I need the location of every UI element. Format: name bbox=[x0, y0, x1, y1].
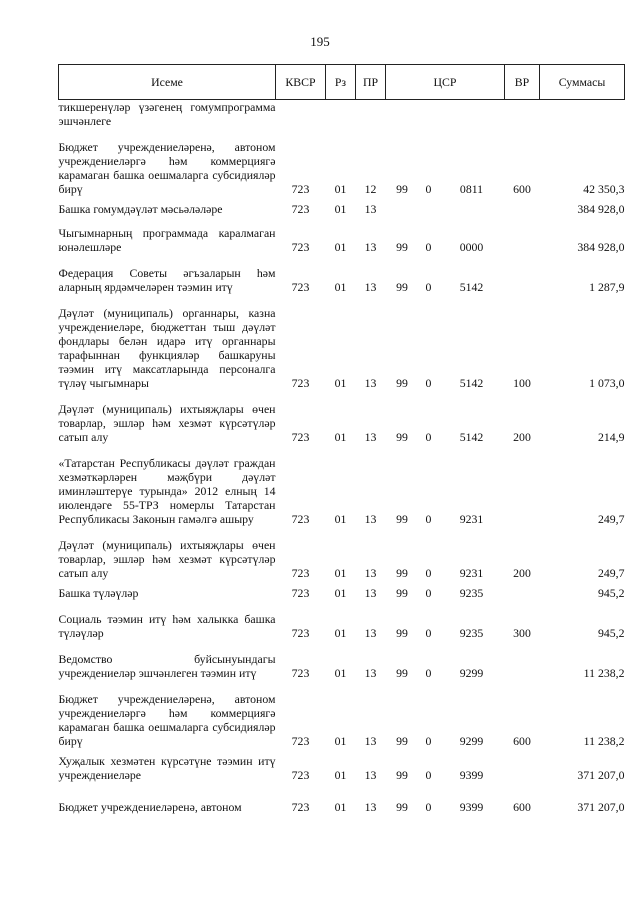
row-pr: 13 bbox=[364, 430, 377, 444]
row-name: Бюджет учреждениеләренә, автоном учреждениеләргә һәм коммерциягә карамаган башка оешмаларга субсидияләр бирү bbox=[58, 140, 276, 196]
row-csr-program: 99 bbox=[396, 240, 408, 254]
row-kvsr: 723 bbox=[291, 734, 310, 748]
row-name: Дәүләт (муниципаль) ихтыяҗлары өчен товарлар, эшләр һәм хезмәт күрсәтүләр сатып алу bbox=[58, 402, 276, 444]
row-csr-sub: 0 bbox=[425, 666, 432, 680]
row-rz bbox=[326, 100, 356, 129]
row-name: тикшеренүләр үзәгенең гомумпрограмма эшчәнлеге bbox=[58, 100, 276, 128]
row-csr-program bbox=[386, 202, 419, 216]
table-row bbox=[59, 612, 625, 640]
table-row bbox=[59, 456, 625, 526]
row-csr-program: 99 bbox=[396, 768, 408, 782]
table-row bbox=[59, 586, 625, 600]
table-row bbox=[59, 266, 625, 294]
row-csr-code: 9399 bbox=[459, 800, 484, 814]
row-pr: 13 bbox=[364, 512, 377, 526]
row-rz: 01 bbox=[334, 586, 347, 600]
row-name: Хуҗалык хезмәтен күрсәтүне тәэмин итү учреждениеләре bbox=[58, 754, 276, 782]
row-vr bbox=[505, 652, 540, 680]
table-row bbox=[59, 538, 625, 580]
row-vr: 600 bbox=[513, 734, 531, 748]
row-rz: 01 bbox=[334, 280, 347, 294]
row-kvsr: 723 bbox=[291, 376, 310, 390]
row-vr: 600 bbox=[513, 182, 531, 196]
table-row bbox=[59, 692, 625, 748]
header-name: Исеме bbox=[59, 65, 276, 100]
row-csr-code: 5142 bbox=[459, 430, 484, 444]
row-name: Башка түләүләр bbox=[58, 586, 139, 600]
row-rz: 01 bbox=[334, 768, 347, 782]
row-csr-sub: 0 bbox=[425, 768, 432, 782]
row-kvsr: 723 bbox=[291, 666, 310, 680]
row-pr: 12 bbox=[364, 182, 377, 196]
row-rz: 01 bbox=[334, 240, 347, 254]
row-csr-code: 0811 bbox=[459, 182, 484, 196]
row-csr-sub: 0 bbox=[425, 280, 432, 294]
row-rz: 01 bbox=[334, 512, 347, 526]
row-csr-sub: 0 bbox=[425, 512, 432, 526]
row-vr bbox=[505, 456, 540, 526]
row-vr: 200 bbox=[513, 566, 531, 580]
row-vr: 600 bbox=[513, 800, 531, 814]
row-rz: 01 bbox=[334, 800, 347, 814]
row-csr-code: 0000 bbox=[459, 240, 484, 254]
row-pr: 13 bbox=[364, 734, 377, 748]
row-rz: 01 bbox=[334, 202, 347, 216]
row-pr: 13 bbox=[364, 800, 377, 814]
row-vr: 300 bbox=[513, 626, 531, 640]
table-row bbox=[59, 754, 625, 782]
row-csr-program: 99 bbox=[396, 626, 408, 640]
row-csr-sub: 0 bbox=[425, 626, 432, 640]
row-kvsr: 723 bbox=[291, 586, 310, 600]
row-csr-code: 9299 bbox=[459, 666, 484, 680]
row-pr: 13 bbox=[364, 586, 377, 600]
row-csr-sub: 0 bbox=[425, 240, 432, 254]
row-kvsr: 723 bbox=[291, 202, 310, 216]
header-vr: ВР bbox=[505, 65, 540, 100]
row-pr: 13 bbox=[364, 768, 377, 782]
row-csr-code: 5142 bbox=[459, 280, 484, 294]
row-rz: 01 bbox=[334, 734, 347, 748]
row-csr-program: 99 bbox=[396, 800, 408, 814]
row-sum bbox=[540, 100, 625, 129]
row-csr-code: 9299 bbox=[459, 734, 484, 748]
row-sum: 214,9 bbox=[597, 430, 625, 444]
row-rz: 01 bbox=[334, 182, 347, 196]
row-rz: 01 bbox=[334, 430, 347, 444]
row-csr-sub: 0 bbox=[425, 566, 432, 580]
row-csr-code: 9231 bbox=[459, 566, 484, 580]
row-csr-code: 9235 bbox=[459, 626, 484, 640]
row-sum: 249,7 bbox=[597, 566, 625, 580]
row-pr: 13 bbox=[364, 202, 377, 216]
row-vr: 200 bbox=[513, 430, 531, 444]
row-kvsr: 723 bbox=[291, 626, 310, 640]
row-csr-sub: 0 bbox=[425, 586, 432, 600]
row-sum: 249,7 bbox=[597, 512, 625, 526]
row-sum: 11 238,2 bbox=[583, 734, 625, 748]
row-name: Ведомство буйсынуындагы учреждениеләр эшчәнлеген тәэмин итү bbox=[58, 652, 276, 680]
row-sum: 384 928,0 bbox=[577, 240, 625, 254]
row-vr bbox=[505, 226, 540, 254]
row-kvsr bbox=[276, 100, 326, 129]
row-csr-program: 99 bbox=[396, 182, 408, 196]
header-csr: ЦСР bbox=[386, 65, 505, 100]
row-name: Бюджет учреждениеләренә, автоном учреждениеләргә һәм коммерциягә карамаган башка оешмаларга субсидияләр бирү bbox=[58, 692, 276, 748]
row-csr-program: 99 bbox=[396, 280, 408, 294]
row-sum: 1 073,0 bbox=[589, 376, 625, 390]
row-kvsr: 723 bbox=[291, 280, 310, 294]
row-vr bbox=[505, 754, 540, 782]
row-csr-sub: 0 bbox=[425, 182, 432, 196]
row-sum: 371 207,0 bbox=[577, 768, 625, 782]
row-kvsr: 723 bbox=[291, 182, 310, 196]
header-rz: Рз bbox=[326, 65, 356, 100]
header-kvsr: КВСР bbox=[276, 65, 326, 100]
row-kvsr: 723 bbox=[291, 768, 310, 782]
page-number: 195 bbox=[310, 34, 330, 49]
table-row bbox=[59, 226, 625, 254]
table-row bbox=[59, 800, 625, 814]
row-pr: 13 bbox=[364, 240, 377, 254]
row-vr bbox=[505, 202, 540, 216]
row-sum: 1 287,9 bbox=[589, 280, 625, 294]
row-rz: 01 bbox=[334, 626, 347, 640]
row-vr: 100 bbox=[513, 376, 531, 390]
row-csr-code: 9235 bbox=[459, 586, 484, 600]
row-kvsr: 723 bbox=[291, 566, 310, 580]
row-csr-sub: 0 bbox=[425, 376, 432, 390]
row-csr-sub: 0 bbox=[425, 430, 432, 444]
row-name: Дәүләт (муниципаль) органнары, казна учреждениеләре, бюджеттан тыш дәүләт фондлары белән идарә итү органнары тарафыннан функцияләр башкаруны тәэмин итү максатларында персоналга түләү чыгымнары bbox=[58, 306, 276, 390]
row-pr: 13 bbox=[364, 666, 377, 680]
row-csr-code: 9399 bbox=[459, 768, 484, 782]
row-csr-code bbox=[439, 202, 505, 216]
table-header bbox=[59, 65, 625, 100]
budget-table bbox=[58, 64, 625, 814]
row-pr: 13 bbox=[364, 280, 377, 294]
row-kvsr: 723 bbox=[291, 800, 310, 814]
row-kvsr: 723 bbox=[291, 430, 310, 444]
row-csr-sub bbox=[419, 100, 439, 129]
row-vr bbox=[505, 266, 540, 294]
row-csr-code bbox=[439, 100, 505, 129]
row-pr: 13 bbox=[364, 376, 377, 390]
header-sum: Суммасы bbox=[540, 65, 625, 100]
row-name: Бюджет учреждениеләренә, автоном bbox=[58, 800, 242, 814]
row-csr-program: 99 bbox=[396, 376, 408, 390]
row-csr-program: 99 bbox=[396, 566, 408, 580]
table-row bbox=[59, 652, 625, 680]
row-pr: 13 bbox=[364, 626, 377, 640]
row-sum: 11 238,2 bbox=[583, 666, 625, 680]
row-sum: 42 350,3 bbox=[583, 182, 625, 196]
row-csr-program: 99 bbox=[396, 512, 408, 526]
row-pr bbox=[356, 100, 386, 129]
row-rz: 01 bbox=[334, 666, 347, 680]
row-csr-program: 99 bbox=[396, 586, 408, 600]
row-kvsr: 723 bbox=[291, 240, 310, 254]
header-pr: ПР bbox=[356, 65, 386, 100]
row-vr bbox=[505, 586, 540, 600]
table-row bbox=[59, 202, 625, 216]
row-sum: 945,2 bbox=[597, 626, 625, 640]
row-csr-program: 99 bbox=[396, 666, 408, 680]
row-csr-code: 9231 bbox=[459, 512, 484, 526]
table-row bbox=[59, 140, 625, 196]
row-pr: 13 bbox=[364, 566, 377, 580]
table-row bbox=[59, 100, 625, 129]
row-csr-code: 5142 bbox=[459, 376, 484, 390]
row-csr-sub bbox=[419, 202, 439, 216]
row-csr-sub: 0 bbox=[425, 734, 432, 748]
row-name: Чыгымнарның программада каралмаган юнәлешләре bbox=[58, 226, 276, 254]
row-kvsr: 723 bbox=[291, 512, 310, 526]
row-name: Социаль тәэмин итү һәм халыкка башка түләүләр bbox=[58, 612, 276, 640]
row-csr-sub: 0 bbox=[425, 800, 432, 814]
row-sum: 371 207,0 bbox=[577, 800, 625, 814]
row-sum: 945,2 bbox=[597, 586, 625, 600]
row-csr-program: 99 bbox=[396, 734, 408, 748]
row-name: «Татарстан Республикасы дәүләт граждан хезмәткәрләрен мәҗбүри дәүләт иминләштерүе турында» 2012 елның 14 июлендәге 55-ТРЗ номерлы Татарстан Республикасы Законын гамәлгә ашыру bbox=[58, 456, 276, 526]
row-name: Федерация Советы әгъзаларын һәм аларның ярдәмчеләрен тәэмин итү bbox=[58, 266, 276, 294]
row-vr bbox=[505, 100, 540, 129]
row-csr-program: 99 bbox=[396, 430, 408, 444]
row-sum: 384 928,0 bbox=[577, 202, 625, 216]
row-rz: 01 bbox=[334, 566, 347, 580]
table-row bbox=[59, 402, 625, 444]
row-name: Дәүләт (муниципаль) ихтыяҗлары өчен товарлар, эшләр һәм хезмәт күрсәтүләр сатып алу bbox=[58, 538, 276, 580]
row-name: Башка гомумдәүләт мәсьәләләре bbox=[58, 202, 223, 216]
row-rz: 01 bbox=[334, 376, 347, 390]
row-csr-program bbox=[386, 100, 419, 129]
table-row bbox=[59, 306, 625, 390]
